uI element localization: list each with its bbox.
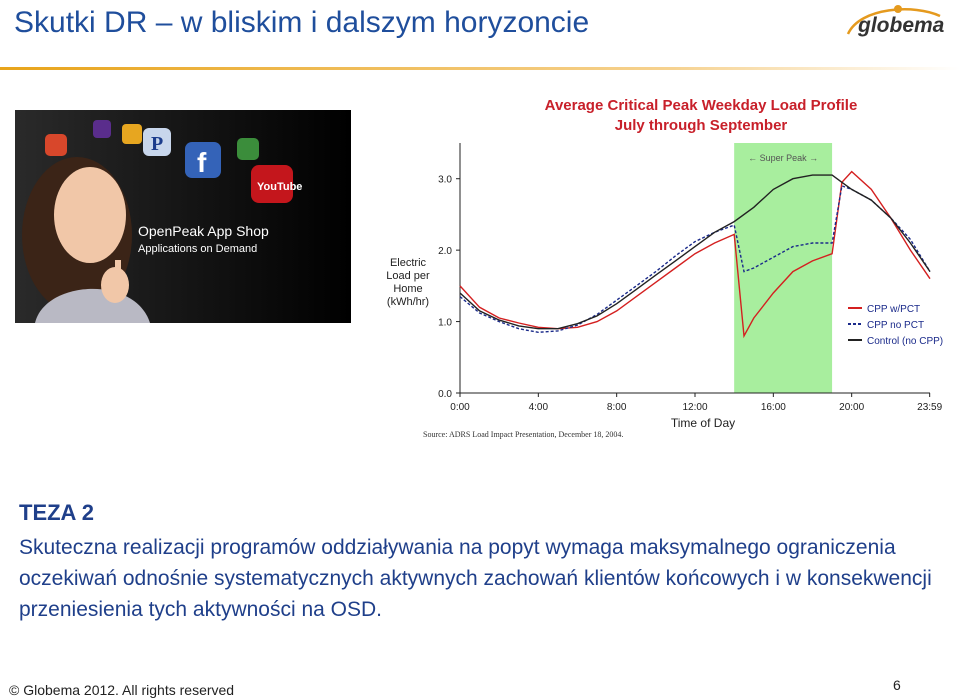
super-peak-band [734, 143, 832, 393]
y-label-line: (kWh/hr) [386, 296, 430, 308]
thesis-body: Skuteczna realizacji programów oddziaływania na popyt wymaga maksymalnego ograniczenia oczekiwań odnośnie systematycznych aktywnych zachowań klientów końcowych i w konsekwencji przeniesienia tych aktywności na OSD. [19, 536, 932, 621]
thesis-block [19, 500, 949, 625]
x-tick-label: 4:00 [528, 402, 549, 413]
svg-text:P: P [151, 133, 164, 155]
title-underline [0, 67, 960, 70]
legend-label: CPP w/PCT [867, 304, 921, 315]
x-axis [450, 393, 942, 413]
promo-subtitle: Applications on Demand [138, 243, 258, 255]
svg-text:f: f [197, 147, 207, 178]
chart-legend [848, 304, 943, 347]
y-tick-label: 1.0 [438, 317, 452, 329]
page-number: 6 [893, 677, 901, 693]
thesis-heading: TEZA 2 [19, 500, 94, 525]
x-tick-label: 16:00 [760, 402, 786, 413]
x-axis-label: Time of Day [670, 416, 736, 430]
x-tick-label: 12:00 [682, 402, 708, 413]
y-tick-label: 3.0 [438, 174, 452, 186]
series-line-control-no-cpp [460, 175, 930, 329]
y-axis-label [386, 257, 430, 308]
woman-illustration [15, 110, 351, 323]
chart-subtitle: July through September [614, 117, 788, 134]
y-tick-label: 2.0 [438, 246, 452, 258]
logo-text: globema [858, 14, 945, 37]
svg-text:YouTube: YouTube [257, 181, 303, 193]
series-lines [460, 172, 930, 336]
x-tick-label: 0:00 [450, 402, 470, 413]
series-line-cpp-no-pct [460, 186, 930, 332]
series-line-cpp-w-pct [460, 172, 930, 336]
legend-label: Control (no CPP) [867, 336, 944, 347]
y-label-line: Electric [389, 257, 427, 269]
load-profile-chart [380, 88, 960, 448]
chart-source: Source: ADRS Load Impact Presentation, December 18, 2004. [423, 430, 624, 439]
super-peak-label: ← Super Peak → [748, 153, 819, 163]
y-axis [438, 143, 460, 400]
footer-copyright: © Globema 2012. All rights reserved [9, 682, 235, 698]
x-tick-label: 8:00 [606, 402, 627, 413]
y-tick-label: 0.0 [438, 389, 452, 400]
y-label-line: Load per [386, 270, 430, 282]
x-tick-label: 20:00 [839, 402, 865, 413]
y-label-line: Home [393, 283, 423, 295]
promo-title: OpenPeak App Shop [138, 223, 269, 239]
legend-label: CPP no PCT [867, 320, 925, 331]
promo-image [15, 110, 351, 323]
page-title: Skutki DR – w bliskim i dalszym horyzoncie [14, 6, 590, 39]
chart-title: Average Critical Peak Weekday Load Profile [544, 97, 858, 114]
x-tick-label: 23:59 [917, 402, 943, 413]
